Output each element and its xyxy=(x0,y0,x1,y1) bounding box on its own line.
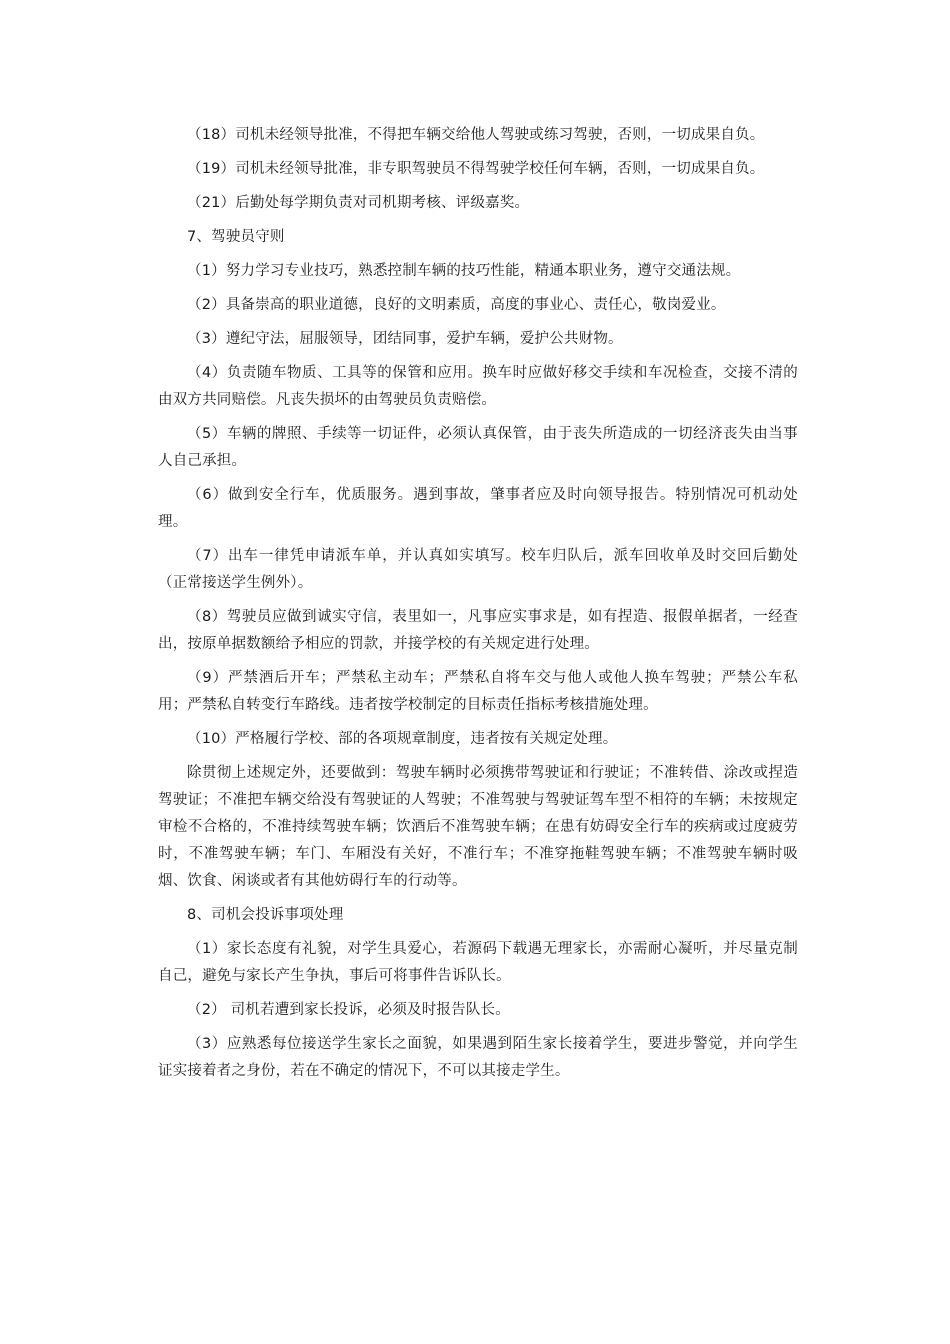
paragraph-driver-rule-10: （10）严格履行学校、部的各项规章制度，违者按有关规定处理。 xyxy=(187,731,618,747)
paragraph-driver-rule-6: （6）做到安全行车，优质服务。遇到事故，肇事者应及时向领导报告。特别情况可机动处理。 xyxy=(158,487,798,530)
section-heading-driver-rules: 7、驾驶员守则 xyxy=(187,229,285,245)
paragraph-driver-rule-2: （2）具备崇高的职业道德，良好的文明素质，高度的事业心、责任心，敬岗爱业。 xyxy=(187,297,726,313)
paragraph-driver-rule-3: （3）遵纪守法，屈服领导，团结同事，爱护车辆，爱护公共财物。 xyxy=(187,331,623,347)
paragraph-rule-18: （18）司机未经领导批准，不得把车辆交给他人驾驶或练习驾驶，否则，一切成果自负。 xyxy=(187,127,765,143)
paragraph-driver-rule-4: （4）负责随车物质、工具等的保管和应用。换车时应做好移交手续和车况检查，交接不清的由双方共同赔偿。凡丧失损坏的由驾驶员负责赔偿。 xyxy=(158,365,798,408)
paragraph-additional-requirements: 除贯彻上述规定外，还要做到：驾驶车辆时必须携带驾驶证和行驶证；不准转借、涂改或捏造驾驶证；不准把车辆交给没有驾驶证的人驾驶；不准驾驶与驾驶证驾车型不相符的车辆；未按规定审检不合格的，不准持续驾驶车辆；饮酒后不准驾驶车辆；在患有妨碍安全行车的疾病或过度疲劳时，不准驾驶车辆；车门、车厢没有关好，不准行车；不准穿拖鞋驾驶车辆；不准驾驶车辆时吸烟、饮食、闲谈或者有其他妨碍行车的行动等。 xyxy=(158,765,798,889)
paragraph-driver-rule-9: （9）严禁酒后开车；严禁私主动车；严禁私自将车交与他人或他人换车驾驶；严禁公车私用；严禁私自转变行车路线。违者按学校制定的目标责任指标考核措施处理。 xyxy=(158,670,798,713)
document-page xyxy=(158,122,798,1092)
paragraph-rule-19: （19）司机未经领导批准，非专职驾驶员不得驾驶学校任何车辆，否则，一切成果自负。 xyxy=(187,161,765,177)
paragraph-rule-21: （21）后勤处每学期负责对司机期考核、评级嘉奖。 xyxy=(187,195,530,211)
paragraph-complaint-rule-1: （1）家长态度有礼貌，对学生具爱心，若源码下载遇无理家长，亦需耐心凝听，并尽量克制自己，避免与家长产生争执，事后可将事件告诉队长。 xyxy=(158,941,798,984)
paragraph-driver-rule-8: （8）驾驶员应做到诚实守信，表里如一，凡事应实事求是，如有捏造、报假单据者，一经查出，按原单据数额给予相应的罚款，并接学校的有关规定进行处理。 xyxy=(158,609,798,652)
paragraph-driver-rule-7: （7）出车一律凭申请派车单，并认真如实填写。校车归队后，派车回收单及时交回后勤处（正常接送学生例外）。 xyxy=(158,548,798,591)
paragraph-complaint-rule-3: （3）应熟悉每位接送学生家长之面貌，如果遇到陌生家长接着学生，要进步警觉，并向学生证实接着者之身份，若在不确定的情况下，不可以其接走学生。 xyxy=(158,1036,798,1079)
paragraph-complaint-rule-2: （2） 司机若遭到家长投诉，必须及时报告队长。 xyxy=(187,1002,510,1018)
section-heading-complaints: 8、司机会投诉事项处理 xyxy=(187,907,344,923)
paragraph-driver-rule-5: （5）车辆的牌照、手续等一切证件，必须认真保管，由于丧失所造成的一切经济丧失由当事人自己承担。 xyxy=(158,426,798,469)
paragraph-driver-rule-1: （1）努力学习专业技巧，熟悉控制车辆的技巧性能，精通本职业务，遵守交通法规。 xyxy=(187,263,741,279)
